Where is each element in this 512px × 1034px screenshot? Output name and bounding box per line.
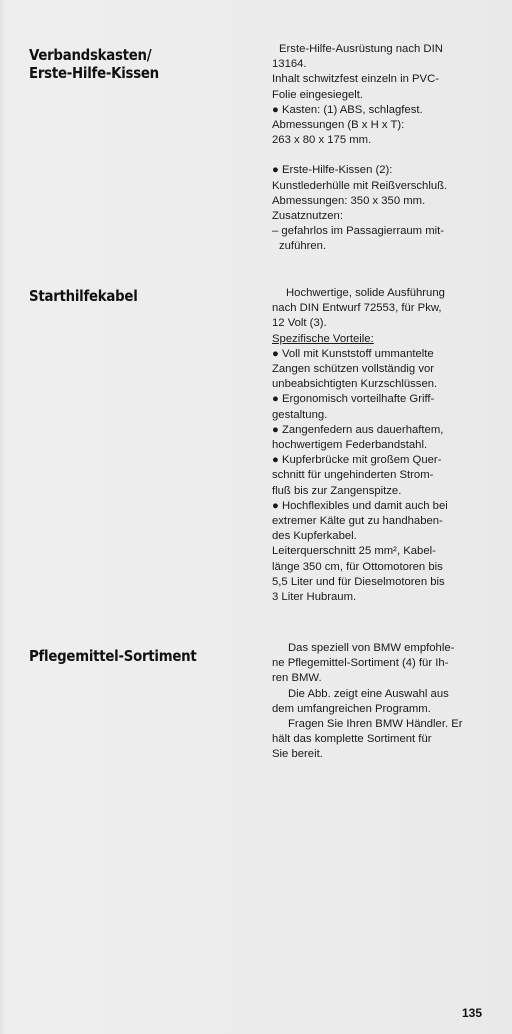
heading-line: Starthilfekabel — [29, 287, 138, 305]
body-line: Kunstlederhülle mit Reißverschluß. — [272, 179, 448, 192]
heading-line: Pflegemittel-Sortiment — [29, 647, 197, 665]
body-line: Zangen schützen vollständig vor — [272, 363, 435, 376]
body-line: 3 Liter Hubraum. — [272, 591, 357, 604]
body-line: Hochwertige, solide Ausführung — [286, 287, 445, 299]
heading-line: Erste-Hilfe-Kissen — [29, 64, 159, 82]
section-body-starthilfekabel — [272, 286, 486, 605]
body-line: hält das komplette Sortiment für — [272, 733, 432, 746]
body-line: schnitt für ungehinderten Strom- — [272, 469, 434, 482]
body-line: ● Kupferbrücke mit großem Quer- — [272, 454, 442, 467]
body-line: 5,5 Liter und für Dieselmotoren bis — [272, 575, 445, 588]
body-line: extremer Kälte gut zu handhaben- — [272, 515, 443, 528]
body-subheading: Spezifische Vorteile: — [272, 332, 374, 345]
section-body-pflegemittel — [272, 641, 486, 763]
body-line: gestaltung. — [272, 408, 328, 421]
body-line: Leiterquerschnitt 25 mm², Kabel- — [272, 545, 436, 558]
body-line: ● Zangenfedern aus dauerhaftem, — [272, 423, 444, 436]
body-line: ren BMW. — [272, 672, 322, 685]
section-body-verbandskasten — [272, 42, 486, 255]
section-heading-verbandskasten — [29, 46, 159, 82]
body-line: Das speziell von BMW empfohle- — [288, 642, 455, 654]
body-line: fluß bis zur Zangenspitze. — [272, 484, 402, 497]
body-line: hochwertigem Federbandstahl. — [272, 439, 428, 452]
body-line: Inhalt schwitzfest einzeln in PVC- — [272, 73, 440, 86]
body-line: Fragen Sie Ihren BMW Händler. Er — [288, 718, 463, 731]
body-line: ● Erste-Hilfe-Kissen (2): — [272, 164, 393, 177]
body-line: ● Hochflexibles und damit auch bei — [272, 499, 448, 512]
section-heading-pflegemittel — [29, 647, 196, 665]
body-line: 263 x 80 x 175 mm. — [272, 134, 372, 147]
body-line: 12 Volt (3). — [272, 317, 327, 330]
body-line: 13164. — [272, 58, 307, 71]
body-line: Sie bereit. — [272, 748, 323, 761]
body-line: Abmessungen: 350 x 350 mm. — [272, 194, 426, 207]
body-line: ne Pflegemittel-Sortiment (4) für Ih- — [272, 657, 449, 670]
body-line: ● Voll mit Kunststoff ummantelte — [272, 347, 434, 360]
page-number: 135 — [462, 1006, 483, 1020]
body-line: Folie eingesiegelt. — [272, 88, 364, 101]
body-line: Zusatznutzen: — [272, 210, 343, 223]
section-heading-starthilfekabel — [29, 287, 138, 305]
body-line: unbeabsichtigten Kurzschlüssen. — [272, 378, 438, 391]
body-line: Erste-Hilfe-Ausrüstung nach DIN — [279, 43, 443, 55]
body-line: ● Ergonomisch vorteilhafte Griff- — [272, 393, 435, 406]
body-line: nach DIN Entwurf 72553, für Pkw, — [272, 302, 442, 315]
body-line: zuführen. — [279, 240, 327, 253]
body-line: ● Kasten: (1) ABS, schlagfest. — [272, 103, 423, 116]
body-line: dem umfangreichen Programm. — [272, 702, 431, 715]
body-line: – gefahrlos im Passagierraum mit- — [272, 225, 445, 238]
body-line: Abmessungen (B x H x T): — [272, 119, 405, 132]
heading-line: Verbandskasten/ — [29, 46, 152, 64]
body-line: des Kupferkabel. — [272, 530, 357, 543]
body-line: Die Abb. zeigt eine Auswahl aus — [288, 687, 449, 700]
body-line: länge 350 cm, für Ottomotoren bis — [272, 560, 443, 573]
